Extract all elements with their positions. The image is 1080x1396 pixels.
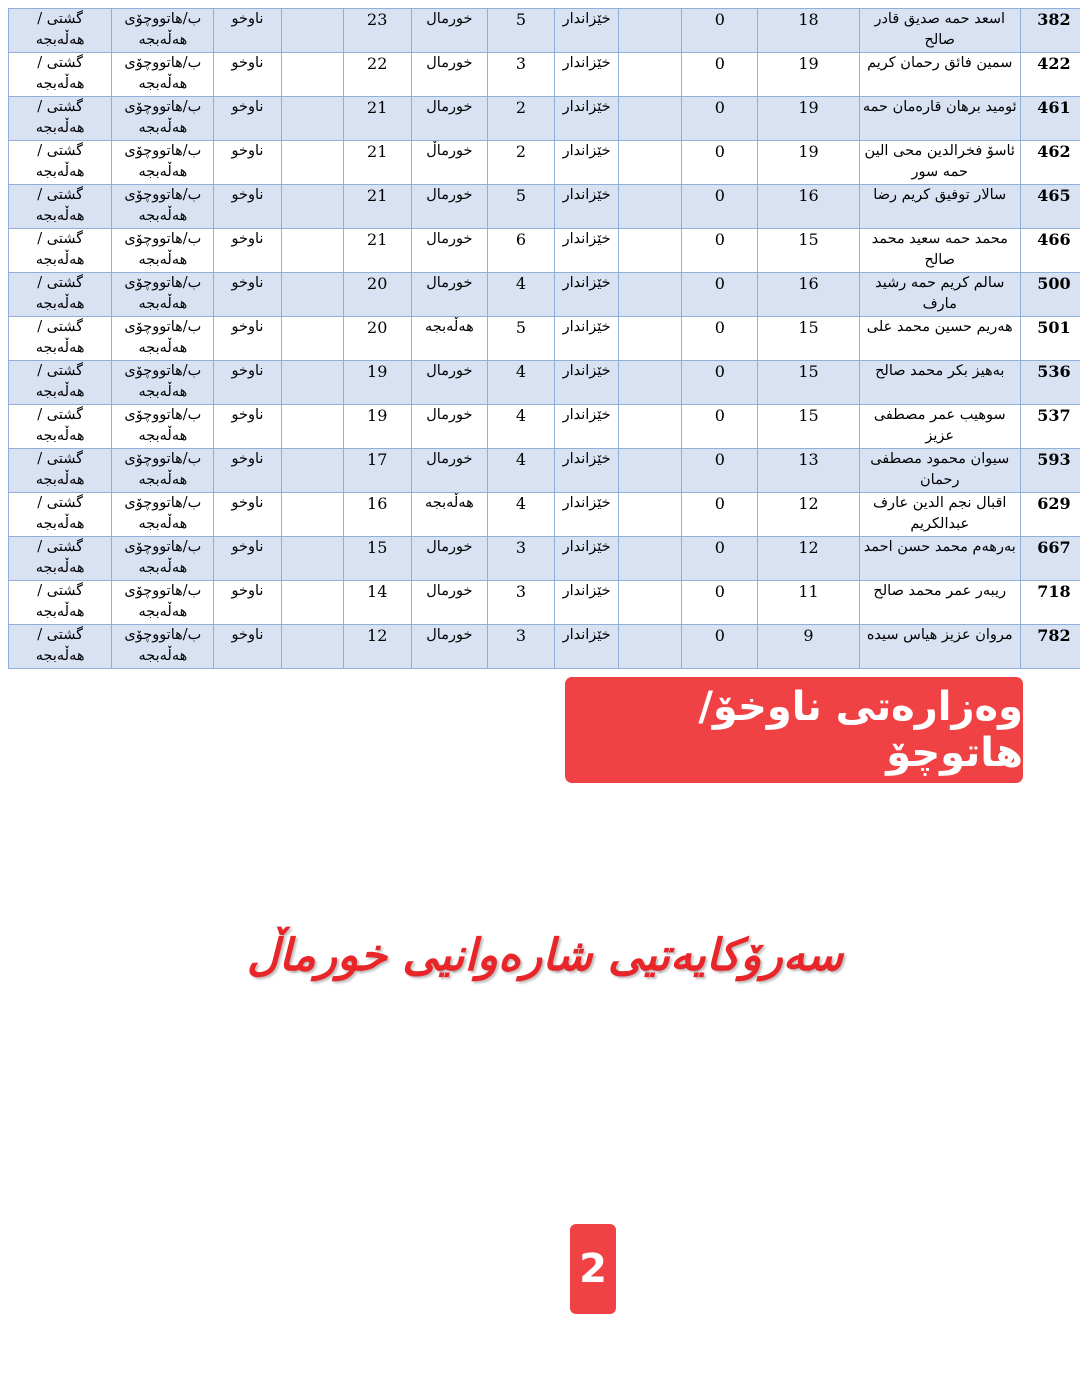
cell-empty-2 [281,449,343,493]
cell-name: محمد حمه سعيد محمد صالح [859,229,1020,273]
cell-name: هەریم حسين محمد علی [859,317,1020,361]
cell-department: ب/هاتووچۆی هەڵەبجە [112,141,214,185]
cell-id: 667 [1020,537,1080,581]
cell-id: 382 [1020,9,1080,53]
cell-empty-2 [281,9,343,53]
cell-number-1: 19 [758,53,859,97]
cell-empty-1 [619,53,682,97]
cell-department: ب/هاتووچۆی هەڵەبجە [112,449,214,493]
cell-number-4: 15 [343,537,411,581]
cell-empty-2 [281,317,343,361]
cell-ministry: ناوخو [214,53,281,97]
cell-id: 501 [1020,317,1080,361]
cell-number-3: 3 [487,53,554,97]
cell-empty-1 [619,537,682,581]
cell-id: 461 [1020,97,1080,141]
cell-name: اسعد حمه صديق قادر صالح [859,9,1020,53]
cell-directorate: گشتی / هەڵەبجە [9,273,112,317]
table-row [9,493,1080,537]
cell-directorate: گشتی / هەڵەبجە [9,9,112,53]
cell-department: ب/هاتووچۆی هەڵەبجە [112,493,214,537]
cell-empty-2 [281,537,343,581]
table-body [9,9,1080,669]
cell-empty-1 [619,493,682,537]
table-row [9,9,1080,53]
cell-number-3: 6 [487,229,554,273]
cell-number-2: 0 [682,229,758,273]
cell-number-4: 20 [343,317,411,361]
cell-empty-2 [281,53,343,97]
ministry-banner-text: وەزارەتی ناوخۆ/ هاتوچۆ [698,684,1023,776]
cell-department: ب/هاتووچۆی هەڵەبجە [112,361,214,405]
cell-empty-2 [281,185,343,229]
cell-id: 537 [1020,405,1080,449]
ministry-banner [565,677,1023,783]
cell-department: ب/هاتووچۆی هەڵەبجە [112,581,214,625]
cell-number-1: 9 [758,625,859,669]
cell-number-1: 12 [758,537,859,581]
cell-empty-2 [281,141,343,185]
cell-number-2: 0 [682,185,758,229]
table-row [9,537,1080,581]
cell-number-1: 11 [758,581,859,625]
cell-empty-1 [619,9,682,53]
cell-status: خێزاندار [555,317,619,361]
cell-number-3: 5 [487,185,554,229]
cell-empty-1 [619,273,682,317]
cell-id: 462 [1020,141,1080,185]
cell-id: 593 [1020,449,1080,493]
cell-place: خورمال [411,537,487,581]
cell-status: خێزاندار [555,625,619,669]
cell-number-2: 0 [682,9,758,53]
cell-name: مروان عزيز هياس سيده [859,625,1020,669]
cell-ministry: ناوخو [214,581,281,625]
cell-id: 629 [1020,493,1080,537]
cell-empty-2 [281,273,343,317]
cell-status: خێزاندار [555,449,619,493]
cell-empty-2 [281,361,343,405]
cell-name: سالم كريم حمه رشيد مارف [859,273,1020,317]
cell-number-1: 15 [758,229,859,273]
table-row [9,361,1080,405]
cell-status: خێزاندار [555,581,619,625]
cell-status: خێزاندار [555,141,619,185]
cell-status: خێزاندار [555,493,619,537]
table-row [9,625,1080,669]
cell-number-1: 15 [758,405,859,449]
cell-ministry: ناوخو [214,141,281,185]
cell-directorate: گشتی / هەڵەبجە [9,53,112,97]
cell-number-1: 16 [758,273,859,317]
cell-status: خێزاندار [555,9,619,53]
cell-directorate: گشتی / هەڵەبجە [9,97,112,141]
table-row [9,273,1080,317]
cell-number-3: 4 [487,493,554,537]
cell-empty-1 [619,449,682,493]
cell-empty-1 [619,625,682,669]
table-row [9,317,1080,361]
cell-number-4: 21 [343,97,411,141]
cell-place: خورمال [411,9,487,53]
cell-empty-1 [619,361,682,405]
cell-ministry: ناوخو [214,273,281,317]
cell-number-2: 0 [682,361,758,405]
cell-department: ب/هاتووچۆی هەڵەبجە [112,97,214,141]
cell-empty-2 [281,493,343,537]
cell-empty-1 [619,405,682,449]
cell-ministry: ناوخو [214,317,281,361]
cell-department: ب/هاتووچۆی هەڵەبجە [112,9,214,53]
cell-empty-1 [619,97,682,141]
cell-number-4: 20 [343,273,411,317]
cell-directorate: گشتی / هەڵەبجە [9,493,112,537]
cell-number-3: 3 [487,625,554,669]
cell-name: سيوان محمود مصطفى رحمان [859,449,1020,493]
table-row [9,449,1080,493]
table-row [9,53,1080,97]
cell-number-3: 4 [487,273,554,317]
cell-empty-2 [281,625,343,669]
cell-number-1: 16 [758,185,859,229]
cell-ministry: ناوخو [214,625,281,669]
municipality-title: سەرۆكایەتیی شارەوانیی خورماڵ [246,930,844,981]
cell-directorate: گشتی / هەڵەبجە [9,229,112,273]
cell-number-4: 23 [343,9,411,53]
cell-ministry: ناوخو [214,9,281,53]
records-table [8,8,1080,669]
table-row [9,97,1080,141]
cell-number-1: 15 [758,317,859,361]
cell-id: 536 [1020,361,1080,405]
cell-place: خورمال [411,581,487,625]
cell-place: خورمال [411,449,487,493]
cell-id: 718 [1020,581,1080,625]
cell-name: ئوميد برهان قارەمان حمە [859,97,1020,141]
cell-number-4: 22 [343,53,411,97]
cell-status: خێزاندار [555,185,619,229]
cell-number-2: 0 [682,53,758,97]
cell-name: بەهيز بكر محمد صالح [859,361,1020,405]
cell-number-3: 4 [487,405,554,449]
cell-number-2: 0 [682,405,758,449]
cell-number-2: 0 [682,581,758,625]
cell-place: هەڵەبجە [411,493,487,537]
cell-number-2: 0 [682,493,758,537]
cell-directorate: گشتی / هەڵەبجە [9,317,112,361]
cell-place: خورمال [411,361,487,405]
cell-id: 465 [1020,185,1080,229]
cell-place: خورمال [411,185,487,229]
cell-department: ب/هاتووچۆی هەڵەبجە [112,405,214,449]
table-row [9,229,1080,273]
cell-status: خێزاندار [555,53,619,97]
cell-number-3: 5 [487,317,554,361]
cell-place: خورمال [411,405,487,449]
cell-number-1: 13 [758,449,859,493]
cell-ministry: ناوخو [214,537,281,581]
cell-name: بەرهەم محمد حسن احمد [859,537,1020,581]
cell-name: سالار توفيق كريم رضا [859,185,1020,229]
cell-status: خێزاندار [555,273,619,317]
cell-directorate: گشتی / هەڵەبجە [9,625,112,669]
cell-department: ب/هاتووچۆی هەڵەبجە [112,53,214,97]
cell-directorate: گشتی / هەڵەبجە [9,141,112,185]
cell-empty-1 [619,317,682,361]
cell-status: خێزاندار [555,361,619,405]
cell-number-4: 21 [343,229,411,273]
page-number-badge [570,1224,616,1314]
cell-number-2: 0 [682,449,758,493]
cell-number-3: 2 [487,141,554,185]
cell-department: ب/هاتووچۆی هەڵەبجە [112,273,214,317]
cell-place: خورمال [411,53,487,97]
cell-id: 782 [1020,625,1080,669]
cell-department: ب/هاتووچۆی هەڵەبجە [112,317,214,361]
cell-ministry: ناوخو [214,361,281,405]
cell-number-4: 16 [343,493,411,537]
cell-empty-2 [281,581,343,625]
cell-department: ب/هاتووچۆی هەڵەبجە [112,229,214,273]
cell-number-4: 19 [343,405,411,449]
cell-number-3: 2 [487,97,554,141]
cell-id: 500 [1020,273,1080,317]
cell-department: ب/هاتووچۆی هەڵەبجە [112,537,214,581]
cell-status: خێزاندار [555,537,619,581]
table-row [9,185,1080,229]
table-row [9,141,1080,185]
cell-empty-1 [619,141,682,185]
cell-number-4: 17 [343,449,411,493]
cell-number-3: 4 [487,361,554,405]
cell-directorate: گشتی / هەڵەبجە [9,449,112,493]
cell-id: 466 [1020,229,1080,273]
cell-name: ئاسۆ فخرالدين محی الين حمه سور [859,141,1020,185]
cell-number-2: 0 [682,273,758,317]
cell-number-2: 0 [682,97,758,141]
cell-place: هەڵەبجە [411,317,487,361]
cell-place: خورمال [411,273,487,317]
cell-number-2: 0 [682,317,758,361]
cell-empty-1 [619,229,682,273]
cell-empty-2 [281,405,343,449]
cell-place: خورمال [411,229,487,273]
cell-id: 422 [1020,53,1080,97]
cell-ministry: ناوخو [214,405,281,449]
cell-ministry: ناوخو [214,493,281,537]
table-row [9,581,1080,625]
cell-department: ب/هاتووچۆی هەڵەبجە [112,625,214,669]
cell-place: خورماڵ [411,141,487,185]
cell-number-1: 12 [758,493,859,537]
cell-name: ريبەر عمر محمد صالح [859,581,1020,625]
cell-name: اقبال نجم الدين عارف عبدالكريم [859,493,1020,537]
cell-directorate: گشتی / هەڵەبجە [9,361,112,405]
cell-number-3: 5 [487,9,554,53]
cell-directorate: گشتی / هەڵەبجە [9,185,112,229]
cell-place: خورمال [411,625,487,669]
table-row [9,405,1080,449]
cell-number-4: 14 [343,581,411,625]
cell-directorate: گشتی / هەڵەبجە [9,581,112,625]
cell-number-1: 19 [758,97,859,141]
cell-name: سمين فائق رحمان كريم [859,53,1020,97]
cell-empty-2 [281,97,343,141]
cell-department: ب/هاتووچۆی هەڵەبجە [112,185,214,229]
cell-number-2: 0 [682,625,758,669]
cell-empty-1 [619,581,682,625]
cell-status: خێزاندار [555,229,619,273]
cell-number-1: 19 [758,141,859,185]
cell-number-4: 12 [343,625,411,669]
cell-number-2: 0 [682,141,758,185]
cell-number-1: 18 [758,9,859,53]
cell-directorate: گشتی / هەڵەبجە [9,537,112,581]
cell-status: خێزاندار [555,405,619,449]
cell-number-3: 4 [487,449,554,493]
cell-empty-2 [281,229,343,273]
cell-number-4: 21 [343,185,411,229]
cell-ministry: ناوخو [214,97,281,141]
cell-status: خێزاندار [555,97,619,141]
cell-number-2: 0 [682,537,758,581]
cell-number-4: 19 [343,361,411,405]
cell-ministry: ناوخو [214,185,281,229]
cell-number-3: 3 [487,537,554,581]
cell-number-4: 21 [343,141,411,185]
cell-name: سوهيب عمر مصطفى عزيز [859,405,1020,449]
cell-place: خورمال [411,97,487,141]
cell-ministry: ناوخو [214,229,281,273]
cell-directorate: گشتی / هەڵەبجە [9,405,112,449]
cell-empty-1 [619,185,682,229]
cell-number-3: 3 [487,581,554,625]
cell-number-1: 15 [758,361,859,405]
page-number: 2 [579,1246,607,1292]
cell-ministry: ناوخو [214,449,281,493]
